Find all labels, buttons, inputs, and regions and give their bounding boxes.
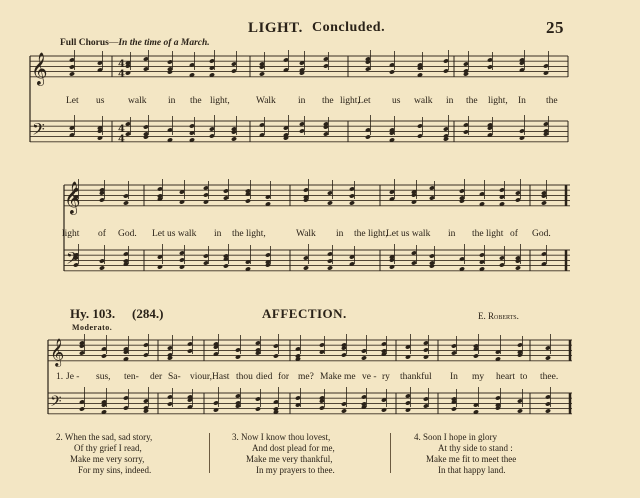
lyric-syllable: Let us walk: [386, 229, 431, 239]
bass-staff-2: [64, 250, 570, 271]
note-head: [259, 71, 265, 76]
note-head: [79, 406, 85, 411]
lyric-syllable: the: [466, 96, 478, 106]
treble-clef-icon: 𝄞: [31, 52, 48, 85]
verse-3: [232, 432, 335, 476]
verse-2-line-1: 2. When the sad, sad story,: [56, 432, 153, 442]
note-head: [101, 353, 107, 358]
lyric-syllable: der: [150, 372, 163, 382]
lyric-syllable: of: [510, 229, 518, 239]
verse-4: [414, 432, 516, 476]
bass-clef-icon: 𝄢: [66, 248, 79, 272]
lyric-syllable: ry: [382, 372, 390, 382]
hymn-title: AFFECTION.: [262, 306, 347, 321]
lyric-syllable: Let: [358, 96, 371, 106]
svg-text:4: 4: [118, 134, 125, 145]
bass-clef-icon: 𝄢: [50, 393, 62, 414]
lyric-syllable: Make: [320, 372, 342, 382]
verse-2-line-4: For my sins, indeed.: [78, 465, 152, 475]
note-head: [473, 353, 479, 358]
lyric-syllable: viour,: [190, 372, 213, 382]
note-head: [405, 354, 411, 359]
lyric-syllable: my: [472, 372, 485, 382]
lyric-syllable: In: [518, 96, 526, 106]
note-head: [245, 198, 251, 203]
treble-staff-1: [30, 56, 568, 77]
note-head: [179, 264, 185, 269]
lyric-syllable: ten-: [124, 372, 139, 382]
running-title-concluded: Concluded.: [312, 20, 386, 35]
time-signature: [118, 59, 125, 80]
lyric-syllable: in: [168, 96, 176, 106]
verse-2: [56, 432, 152, 476]
note-head: [273, 353, 279, 358]
running-title: LIGHT.: [248, 20, 303, 36]
note-head: [231, 136, 237, 141]
direction-chorus: Full Chorus: [60, 38, 109, 48]
verse-4-line-3: Make me fit to meet thee: [426, 454, 517, 464]
verse-3-line-1: 3. Now I know thou lovest,: [232, 432, 331, 442]
lyric-syllable: Let: [66, 96, 79, 106]
note-head: [341, 408, 347, 413]
note-head: [451, 406, 457, 411]
lyric-syllable: in: [214, 229, 222, 239]
treble-staff-2: [64, 185, 570, 206]
lyric-syllable: in: [336, 229, 344, 239]
note-head: [545, 355, 551, 360]
note-head: [543, 70, 549, 75]
svg-text:4: 4: [118, 59, 125, 70]
lyric-syllable: the light,: [232, 229, 266, 239]
note-head: [213, 407, 219, 412]
bass-clef-icon: 𝄢: [32, 119, 45, 143]
dash: —: [108, 38, 119, 48]
note-head: [405, 407, 411, 412]
svg-text:4: 4: [118, 69, 125, 80]
verse-3-line-2: And dost plead for me,: [252, 443, 335, 453]
treble-clef-icon: 𝄞: [50, 338, 65, 366]
note-head: [179, 199, 185, 204]
note-head: [519, 135, 525, 140]
verse-4-line-4: In that happy land.: [438, 465, 506, 475]
note-head: [157, 264, 163, 269]
lyric-syllable: light,: [210, 96, 230, 106]
lyric-syllable: thee.: [540, 372, 559, 382]
verse-4-line-1: 4. Soon I hope in glory: [414, 432, 497, 442]
lyric-syllable: the: [546, 96, 558, 106]
verse-2-line-3: Make me very sorry,: [70, 454, 145, 464]
verse-divider-1: [209, 433, 210, 473]
note-head: [389, 69, 395, 74]
note-head: [361, 355, 367, 360]
note-head: [235, 354, 241, 359]
page-number: 25: [546, 18, 564, 37]
note-head: [423, 354, 429, 359]
note-head: [125, 70, 131, 75]
lyric-syllable: Walk: [256, 96, 276, 106]
lyric-syllable: God.: [118, 229, 137, 239]
lyric-syllable: me: [344, 372, 356, 382]
verse-3-line-3: Make me very thankful,: [246, 454, 333, 464]
hymn-composer: E. Roberts.: [478, 311, 519, 321]
lyric-syllable: to: [520, 372, 528, 382]
note-head: [223, 263, 229, 268]
note-head: [327, 265, 333, 270]
lyric-syllable: the light: [472, 229, 504, 239]
time-signature: [118, 124, 125, 145]
hymn-tempo: Moderato.: [72, 323, 113, 332]
note-head: [411, 199, 417, 204]
note-head: [99, 265, 105, 270]
note-head: [541, 200, 547, 205]
lyric-syllable: in: [446, 96, 454, 106]
note-head: [97, 135, 103, 140]
note-head: [327, 200, 333, 205]
lyric-syllable: thou: [236, 372, 253, 382]
lyric-syllable: In: [450, 372, 458, 382]
direction-tempo: In the time of a March.: [118, 38, 210, 48]
lyric-syllable: Sa-: [168, 372, 181, 382]
lyric-syllable: light,: [488, 96, 508, 106]
lyric-syllable: us: [96, 96, 105, 106]
note-head: [365, 134, 371, 139]
lyric-syllable: Je -: [66, 372, 80, 382]
note-head: [515, 265, 521, 270]
lyric-syllable: the: [190, 96, 202, 106]
lyric-syllable: sus,: [96, 372, 111, 382]
lyric-syllable: thankful: [400, 372, 432, 382]
hymn-number: Hy. 103.: [70, 306, 116, 321]
note-head: [255, 406, 261, 411]
verse-4-line-2: At thy side to stand :: [438, 443, 513, 453]
lyric-syllable: heart: [496, 372, 515, 382]
lyric-syllable: died: [256, 372, 273, 382]
note-head: [203, 199, 209, 204]
note-head: [545, 408, 551, 413]
note-head: [69, 71, 75, 76]
note-head: [389, 264, 395, 269]
lyric-syllable: Hast: [212, 372, 230, 382]
lyric-syllable: us: [392, 96, 401, 106]
note-head: [517, 408, 523, 413]
lyric-syllable: in: [298, 96, 306, 106]
lyric-syllable: God.: [532, 229, 551, 239]
lyric-syllable: me?: [298, 372, 314, 382]
svg-text:4: 4: [118, 124, 125, 135]
verse-3-line-4: In my prayers to thee.: [256, 465, 335, 475]
lyric-syllable: Let us walk: [152, 229, 197, 239]
verse-2-line-2: Of thy grief I read,: [74, 443, 142, 453]
note-head: [381, 407, 387, 412]
lyric-syllable: for: [278, 372, 290, 382]
note-head: [123, 200, 129, 205]
lyric-syllable: of: [98, 229, 106, 239]
note-head: [303, 265, 309, 270]
treble-clef-icon: 𝄞: [64, 181, 81, 214]
verse-1-number: 1.: [56, 372, 64, 382]
lyric-syllable: walk: [128, 96, 147, 106]
note-head: [349, 200, 355, 205]
lyric-syllable: Walk: [296, 229, 316, 239]
verse-divider-2: [390, 433, 391, 473]
lyric-syllable: light: [62, 229, 80, 239]
bass-staff-1: [30, 121, 568, 142]
lyric-syllable: in: [448, 229, 456, 239]
hymn-alt-number: (284.): [132, 306, 164, 321]
lyric-syllable: light,: [340, 96, 360, 106]
lyric-syllable: the light,: [354, 229, 388, 239]
lyric-syllable: the: [322, 96, 334, 106]
lyric-syllable: walk: [414, 96, 433, 106]
lyric-syllable: ve -: [362, 372, 377, 382]
